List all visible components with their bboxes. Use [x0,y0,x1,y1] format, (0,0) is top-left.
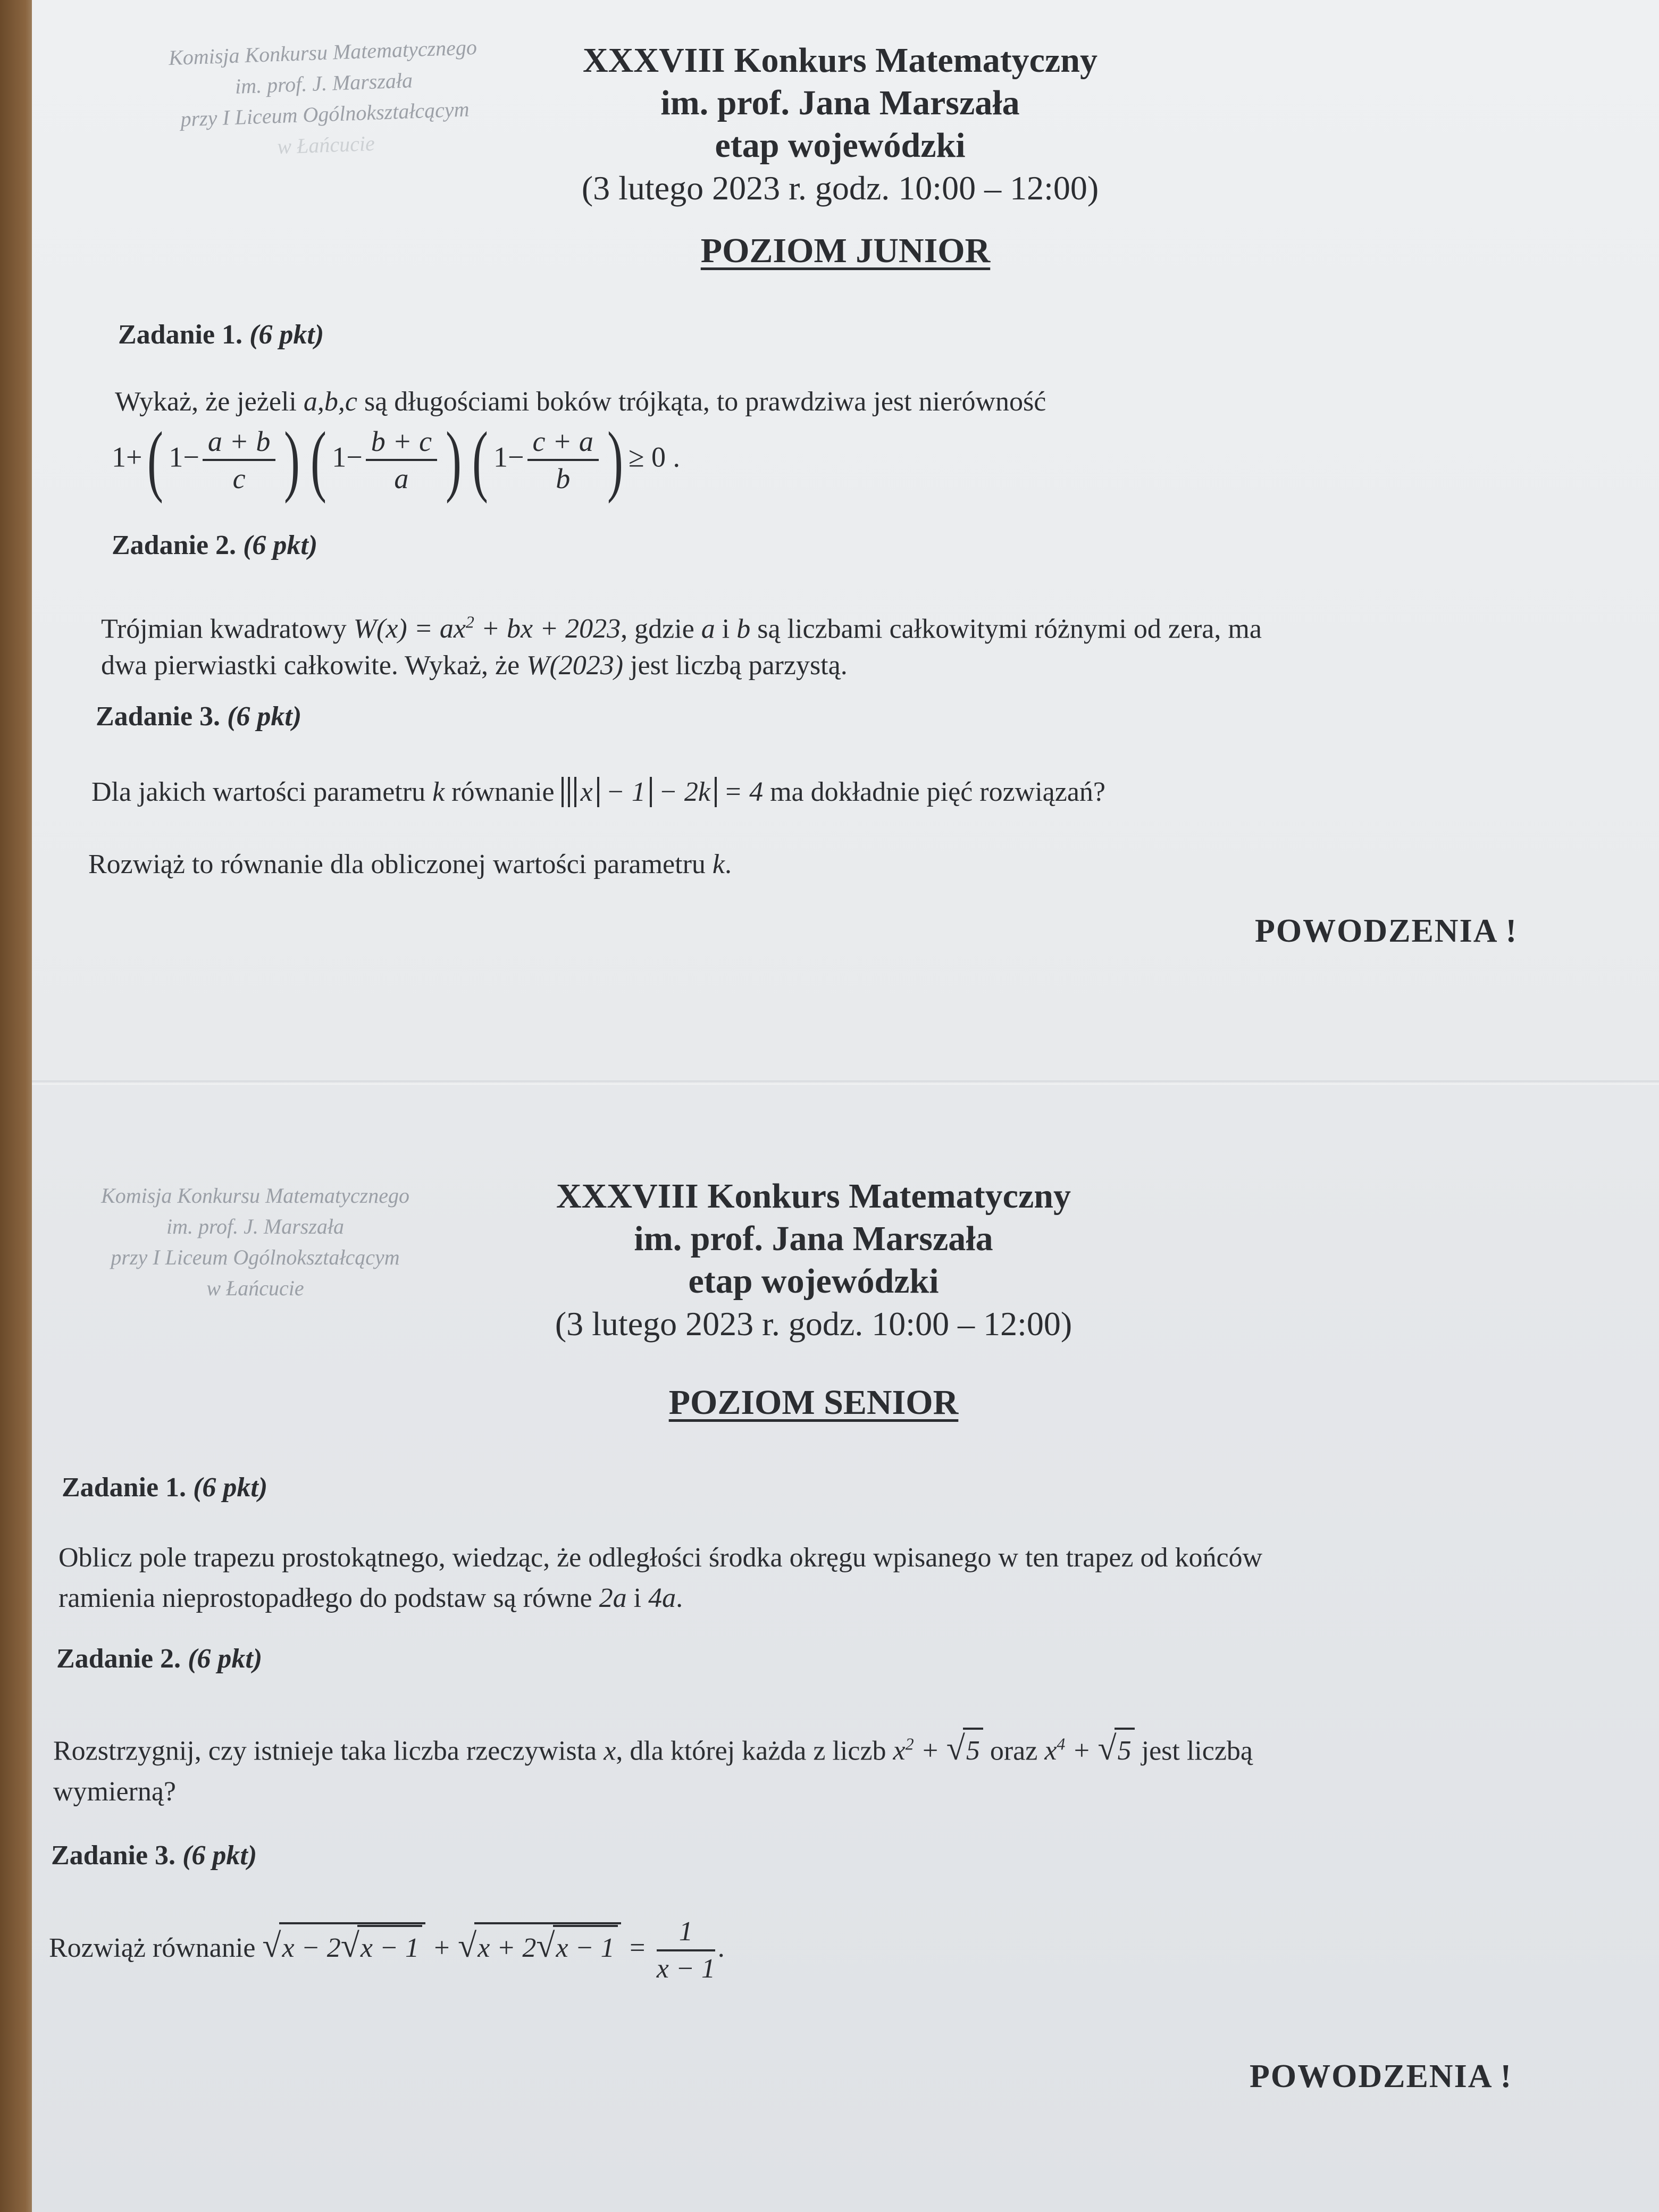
period: . [718,1932,725,1963]
task-text-part: dwa pierwiastki całkowite. Wykaż, że [101,650,520,681]
task-text [53,1723,1659,1772]
expression-base: x [1044,1736,1057,1766]
level-heading: POZIOM SENIOR [668,1383,959,1422]
task-text-part: Rozstrzygnij, czy istnieje taka liczba rzeczywista [53,1736,597,1766]
stamp-line: przy I Liceum Ogólnokształcącym [180,97,470,131]
task-text [101,601,1643,650]
fraction-numerator: 1 [657,1914,715,1951]
math-value: 2a [599,1583,627,1613]
task-text [88,843,1630,886]
inner-radicand: x − 1 [553,1925,618,1970]
radicand [474,1922,621,1970]
fraction [657,1914,715,1987]
task-text-part: Dla jakich wartości parametru [91,777,426,807]
polynomial-part: W(x) = ax [353,614,466,644]
task-text-part: równanie [451,777,555,807]
fraction-numerator: b + c [366,424,437,461]
task-label: Zadanie 1. [118,320,243,350]
sqrt-icon: √ [458,1926,477,1964]
task-label: Zadanie 1. [62,1472,187,1503]
task-label: Zadanie 3. [96,701,221,732]
contest-date: (3 lutego 2023 r. godz. 10:00 – 12:00) [555,1305,1073,1343]
task-text [101,644,1643,687]
task-text [115,381,1604,423]
math-vars: a,b,c [303,387,357,417]
radicand-part: x + 2 [477,1932,537,1963]
task-text-part: ramienia nieprostopadłego do podstaw są równe [58,1583,592,1613]
formula-one: 1+ [112,441,143,473]
task-text: Oblicz pole trapezu prostokątnego, wiedząc, że odległości środka okręgu wpisanego w ten trapez od końców [58,1543,1263,1573]
task-text-part: jest liczbą [1141,1736,1253,1766]
task-text-part: są długościami boków trójkąta, to prawdziwa jest nierówność [364,387,1046,417]
expression-exponent: 4 [1057,1735,1066,1754]
period: . [724,849,732,879]
math-var: a [701,614,715,644]
expression [893,1729,983,1767]
contest-title: XXXVIII Konkurs Matematyczny [583,41,1097,80]
sqrt-icon: √ [536,1926,555,1964]
expression-base: x [893,1736,906,1766]
task-text [58,1577,1654,1620]
contest-header [415,1175,1212,1345]
polynomial-part: + bx + 2023 [474,614,621,644]
task-label: Zadanie 2. [56,1644,181,1674]
contest-stage: etap wojewódzki [715,126,966,165]
fraction-denominator: a [394,463,409,495]
equation-part: − 2k [651,777,710,807]
task-text [91,771,1633,814]
expression-exponent: 2 [905,1735,914,1754]
polynomial-exponent: 2 [465,613,474,632]
math-value: W(2023) [526,650,624,681]
formula-one: 1− [493,441,524,473]
task-points: (6 pkt) [243,530,318,560]
operator: + [1065,1736,1098,1766]
period: . [676,1583,683,1613]
conjunction: i [633,1583,642,1613]
formula-one: 1− [332,441,363,473]
stamp-line: Komisja Konkursu Matematycznego [168,35,477,70]
paren-close: ) [284,416,300,504]
fraction-numerator: c + a [527,424,599,461]
task-points: (6 pkt) [249,320,324,350]
math-var: k [712,849,725,879]
contest-stage: etap wojewódzki [688,1262,939,1301]
math-var: k [432,777,445,807]
fraction-numerator: a + b [203,424,275,461]
inequality-sign: ≥ 0 . [628,441,681,473]
stamp-line: Komisja Konkursu Matematycznego [101,1184,409,1208]
task-text-part: jest liczbą parzystą. [630,650,848,681]
operator: + [425,1932,458,1963]
equation-part: − 1 [599,777,646,807]
math-value: 4a [648,1583,676,1613]
formula-one: 1− [169,441,199,473]
task-text-part: są liczbami całkowitymi różnymi od zera, ma [757,614,1262,644]
stamp-line: w Łańcucie [206,1276,304,1300]
task-text-part: Trójmian kwadratowy [101,614,347,644]
task-text-part: ma dokładnie pięć rozwiązań? [770,777,1105,807]
committee-stamp [69,1180,441,1304]
radicand-part: x − 2 [282,1932,341,1963]
junior-sheet [32,0,1659,1085]
radicand: 5 [963,1728,983,1772]
math-var: x [604,1736,616,1766]
task-points: (6 pkt) [188,1644,263,1674]
task-label: Zadanie 3. [51,1840,176,1871]
operator: = [621,1932,653,1963]
stamp-line: w Łańcucie [276,131,375,159]
task-text: wymierną? [53,1777,177,1807]
inequality-formula [112,416,681,504]
equation [49,1914,1655,1987]
task-title [56,1643,262,1674]
sqrt-icon: √ [262,1926,281,1964]
paren-open: ( [472,416,489,504]
radicand: 5 [1115,1728,1135,1772]
conjunction: i [722,614,730,644]
stamp-line: im. prof. J. Marszała [234,68,413,98]
task-points: (6 pkt) [182,1840,257,1871]
fraction [366,424,437,496]
task-text-part: , dla której każda z liczb [616,1736,886,1766]
conjunction: oraz [990,1736,1038,1766]
task-label: Zadanie 2. [112,530,237,560]
sqrt-icon: √ [1097,1729,1117,1767]
expression [1044,1729,1134,1767]
sqrt-icon: √ [946,1729,965,1767]
contest-patron: im. prof. Jana Marszała [634,1219,993,1258]
paren-close: ) [607,416,623,504]
radical-equation [262,1916,725,1984]
abs-middle [568,777,652,807]
inner-radicand: x − 1 [357,1925,422,1970]
task-title [51,1840,257,1871]
senior-sheet [32,1085,1659,2212]
abs-inner: x [574,777,599,807]
contest-header [441,39,1239,210]
good-luck: POWODZENIA ! [1250,2058,1513,2094]
polynomial [354,614,621,644]
task-points: (6 pkt) [227,701,302,732]
fraction [527,424,599,496]
task-text-part: Rozwiąż równanie [49,1932,256,1963]
level-heading: POZIOM JUNIOR [700,231,991,270]
task-title [112,530,317,561]
paren-close: ) [446,416,462,504]
good-luck: POWODZENIA ! [1255,913,1518,949]
absolute-value-equation [562,777,763,807]
math-var: b [736,614,751,644]
task-points: (6 pkt) [193,1472,268,1503]
sqrt-icon: √ [340,1926,359,1964]
abs-outer [562,777,717,807]
radicand [279,1922,425,1970]
task-text-part: , gdzie [621,614,694,644]
task-title [118,319,324,350]
equation-part: = 4 [717,777,764,807]
contest-date: (3 lutego 2023 r. godz. 10:00 – 12:00) [581,169,1099,207]
paren-open: ( [311,416,327,504]
contest-patron: im. prof. Jana Marszała [660,83,1020,122]
operator: + [914,1736,946,1766]
paren-open: ( [147,416,164,504]
contest-title: XXXVIII Konkurs Matematyczny [556,1177,1071,1216]
task-title [96,701,301,732]
task-title [62,1472,267,1503]
stamp-line: przy I Liceum Ogólnokształcącym [111,1245,400,1269]
fraction-denominator: c [232,463,246,495]
task-text-part: Wykaż, że jeżeli [115,387,297,417]
fraction [203,424,275,496]
fraction-denominator: b [556,463,571,495]
fraction-denominator: x − 1 [656,1954,715,1984]
stamp-line: im. prof. J. Marszała [166,1214,345,1238]
task-text-part: Rozwiąż to równanie dla obliczonej wartości parametru [88,849,706,879]
